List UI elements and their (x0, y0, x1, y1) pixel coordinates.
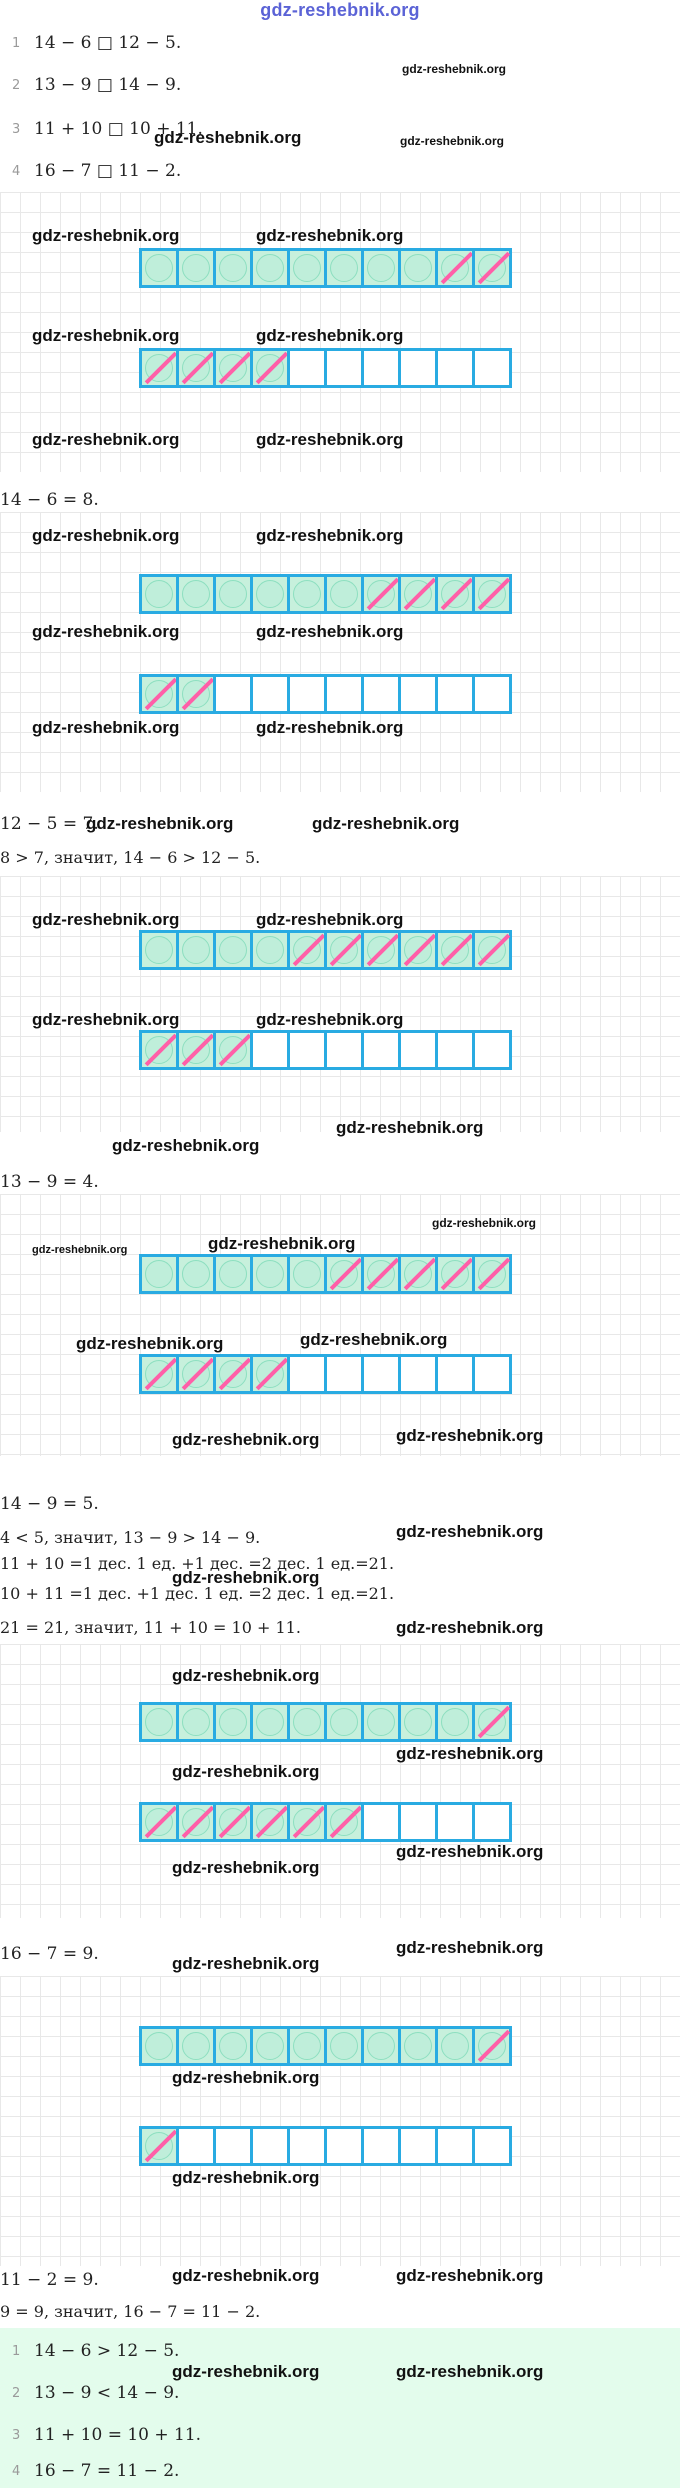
strip-cell (213, 930, 253, 970)
watermark: gdz-reshebnik.org (32, 718, 180, 737)
task-number: 3 (12, 122, 21, 137)
watermark: gdz-reshebnik.org (172, 2362, 320, 2381)
strip-cell (398, 348, 438, 388)
strip-cell (398, 248, 438, 288)
counter-strip (139, 1802, 509, 1842)
strip-cell (176, 930, 216, 970)
counter-circle (219, 580, 247, 608)
task-text: 14 − 6 □ 12 − 5. (34, 33, 182, 53)
strip-cell (324, 2126, 364, 2166)
strip-cell (472, 930, 512, 970)
strip-cell (287, 674, 327, 714)
counter-circle (441, 2032, 469, 2060)
strip-cell (139, 1254, 179, 1294)
watermark: gdz-reshebnik.org (172, 1568, 320, 1587)
counter-circle (404, 254, 432, 282)
strip-cell (361, 348, 401, 388)
strip-cell (435, 1354, 475, 1394)
solution-line: 8 > 7, значит, 14 − 6 > 12 − 5. (0, 848, 261, 867)
strip-cell (398, 1802, 438, 1842)
strip-cell (287, 2126, 327, 2166)
counter-circle (256, 2032, 284, 2060)
strip-cell (139, 1030, 179, 1070)
strip-cell (139, 930, 179, 970)
answer-text: 11 + 10 = 10 + 11. (34, 2425, 202, 2445)
strip-cell (139, 674, 179, 714)
strip-cell (139, 1354, 179, 1394)
counter-circle (441, 1708, 469, 1736)
watermark: gdz-reshebnik.org (172, 2168, 320, 2187)
strip-cell (435, 2126, 475, 2166)
counter-circle (367, 2032, 395, 2060)
counter-circle (182, 254, 210, 282)
strip-cell (361, 930, 401, 970)
strip-cell (398, 2126, 438, 2166)
watermark: gdz-reshebnik.org (76, 1334, 224, 1353)
watermark: gdz-reshebnik.org (256, 622, 404, 641)
counter-circle (219, 1260, 247, 1288)
strip-cell (472, 1030, 512, 1070)
strip-cell (472, 1354, 512, 1394)
counter-circle (293, 254, 321, 282)
counter-circle (367, 254, 395, 282)
watermark: gdz-reshebnik.org (396, 1938, 544, 1957)
counter-strip (139, 348, 509, 388)
strip-cell (361, 1254, 401, 1294)
strip-cell (472, 1702, 512, 1742)
counter-circle (404, 1708, 432, 1736)
answer-number: 4 (12, 2464, 21, 2479)
grid-area (0, 512, 680, 792)
strip-cell (287, 1354, 327, 1394)
watermark: gdz-reshebnik.org (336, 1118, 484, 1137)
watermark: gdz-reshebnik.org (172, 1430, 320, 1449)
solution-line: 14 − 6 = 8. (0, 490, 99, 510)
strip-cell (250, 1354, 290, 1394)
watermark: gdz-reshebnik.org (172, 1954, 320, 1973)
strip-cell (213, 1702, 253, 1742)
watermark: gdz-reshebnik.org (300, 1330, 448, 1349)
counter-circle (256, 1708, 284, 1736)
strip-cell (250, 1802, 290, 1842)
answer-number: 2 (12, 2386, 21, 2401)
task-number: 2 (12, 78, 21, 93)
strip-cell (361, 674, 401, 714)
strip-cell (435, 930, 475, 970)
strip-cell (398, 1254, 438, 1294)
watermark: gdz-reshebnik.org (256, 326, 404, 345)
watermark: gdz-reshebnik.org (154, 128, 302, 147)
watermark: gdz-reshebnik.org (396, 2266, 544, 2285)
strip-cell (361, 2126, 401, 2166)
solution-line: 4 < 5, значит, 13 − 9 > 14 − 9. (0, 1528, 261, 1547)
strip-cell (324, 1702, 364, 1742)
strip-cell (176, 1354, 216, 1394)
strip-cell (250, 1254, 290, 1294)
counter-circle (219, 936, 247, 964)
strip-cell (139, 348, 179, 388)
watermark: gdz-reshebnik.org (32, 526, 180, 545)
watermark: gdz-reshebnik.org (396, 1426, 544, 1445)
strip-cell (398, 2026, 438, 2066)
watermark: gdz-reshebnik.org (396, 2362, 544, 2381)
counter-circle (145, 580, 173, 608)
strip-cell (324, 1802, 364, 1842)
strip-cell (287, 574, 327, 614)
strip-cell (139, 574, 179, 614)
strip-cell (435, 1030, 475, 1070)
strip-cell (250, 1030, 290, 1070)
counter-strip (139, 1354, 509, 1394)
watermark: gdz-reshebnik.org (256, 910, 404, 929)
grid-area (0, 1976, 680, 2266)
strip-cell (213, 1802, 253, 1842)
counter-strip (139, 2026, 509, 2066)
strip-cell (435, 1702, 475, 1742)
watermark: gdz-reshebnik.org (256, 718, 404, 737)
strip-cell (324, 2026, 364, 2066)
strip-cell (398, 930, 438, 970)
strip-cell (176, 674, 216, 714)
strip-cell (435, 248, 475, 288)
strip-cell (213, 2126, 253, 2166)
strip-cell (361, 1354, 401, 1394)
strip-cell (287, 1702, 327, 1742)
strip-cell (435, 348, 475, 388)
answer-text: 14 − 6 > 12 − 5. (34, 2341, 180, 2361)
counter-circle (330, 1708, 358, 1736)
strip-cell (361, 1702, 401, 1742)
strip-cell (435, 1802, 475, 1842)
strip-cell (250, 1702, 290, 1742)
watermark: gdz-reshebnik.org (172, 2266, 320, 2285)
counter-strip (139, 574, 509, 614)
watermark: gdz-reshebnik.org (32, 1244, 128, 1256)
strip-cell (324, 574, 364, 614)
strip-cell (361, 1030, 401, 1070)
counter-strip (139, 1254, 509, 1294)
strip-cell (435, 674, 475, 714)
counter-circle (219, 254, 247, 282)
strip-cell (250, 674, 290, 714)
watermark: gdz-reshebnik.org (172, 1858, 320, 1877)
task-item (0, 66, 680, 106)
counter-circle (330, 2032, 358, 2060)
watermark: gdz-reshebnik.org (402, 62, 507, 76)
counter-circle (293, 580, 321, 608)
counter-circle (330, 254, 358, 282)
strip-cell (139, 1702, 179, 1742)
watermark: gdz-reshebnik.org (256, 1010, 404, 1029)
strip-cell (435, 574, 475, 614)
watermark: gdz-reshebnik.org (400, 134, 505, 148)
task-text: 16 − 7 □ 11 − 2. (34, 161, 182, 181)
watermark: gdz-reshebnik.org (432, 1216, 537, 1230)
watermark: gdz-reshebnik.org (256, 226, 404, 245)
strip-cell (324, 930, 364, 970)
task-item (0, 24, 680, 64)
answer-item (0, 2332, 680, 2372)
grid-area (0, 1644, 680, 1918)
counter-strip (139, 1030, 509, 1070)
strip-cell (435, 2026, 475, 2066)
counter-circle (182, 1260, 210, 1288)
counter-strip (139, 1702, 509, 1742)
strip-cell (287, 248, 327, 288)
strip-cell (176, 248, 216, 288)
strip-cell (250, 574, 290, 614)
answer-item (0, 2374, 680, 2414)
watermark: gdz-reshebnik.org (172, 1762, 320, 1781)
counter-strip (139, 930, 509, 970)
counter-circle (256, 1260, 284, 1288)
task-number: 4 (12, 164, 21, 179)
strip-cell (398, 674, 438, 714)
strip-cell (472, 2026, 512, 2066)
strip-cell (213, 248, 253, 288)
watermark: gdz-reshebnik.org (112, 1136, 260, 1155)
task-text: 13 − 9 □ 14 − 9. (34, 75, 182, 95)
strip-cell (176, 2026, 216, 2066)
solution-line: 14 − 9 = 5. (0, 1494, 99, 1514)
strip-cell (287, 1030, 327, 1070)
strip-cell (287, 930, 327, 970)
watermark: gdz-reshebnik.org (32, 430, 180, 449)
strip-cell (361, 1802, 401, 1842)
strip-cell (250, 348, 290, 388)
strip-cell (250, 2126, 290, 2166)
counter-circle (293, 2032, 321, 2060)
strip-cell (324, 1354, 364, 1394)
solution-line: 12 − 5 = 7. (0, 814, 99, 834)
watermark: gdz-reshebnik.org (86, 814, 234, 833)
strip-cell (213, 674, 253, 714)
strip-cell (472, 1802, 512, 1842)
strip-cell (213, 348, 253, 388)
strip-cell (139, 2126, 179, 2166)
strip-cell (472, 674, 512, 714)
solution-line: 21 = 21, значит, 11 + 10 = 10 + 11. (0, 1618, 301, 1637)
answer-number: 1 (12, 2344, 21, 2359)
counter-circle (145, 254, 173, 282)
counter-circle (182, 936, 210, 964)
answer-text: 16 − 7 = 11 − 2. (34, 2461, 180, 2481)
strip-cell (213, 574, 253, 614)
strip-cell (139, 1802, 179, 1842)
counter-circle (367, 1708, 395, 1736)
answer-box (0, 2328, 680, 2488)
counter-circle (182, 2032, 210, 2060)
answer-text: 13 − 9 < 14 − 9. (34, 2383, 180, 2403)
watermark: gdz-reshebnik.org (396, 1522, 544, 1541)
counter-circle (219, 1708, 247, 1736)
strip-cell (324, 348, 364, 388)
watermark: gdz-reshebnik.org (396, 1618, 544, 1637)
counter-strip (139, 2126, 509, 2166)
strip-cell (176, 574, 216, 614)
watermark: gdz-reshebnik.org (172, 2068, 320, 2087)
watermark: gdz-reshebnik.org (396, 1842, 544, 1861)
watermark: gdz-reshebnik.org (32, 622, 180, 641)
strip-cell (398, 574, 438, 614)
strip-cell (250, 248, 290, 288)
counter-circle (182, 580, 210, 608)
counter-circle (256, 254, 284, 282)
strip-cell (472, 248, 512, 288)
strip-cell (324, 674, 364, 714)
strip-cell (213, 1254, 253, 1294)
counter-strip (139, 248, 509, 288)
counter-circle (330, 580, 358, 608)
strip-cell (324, 1254, 364, 1294)
watermark: gdz-reshebnik.org (396, 1744, 544, 1763)
watermark: gdz-reshebnik.org (256, 430, 404, 449)
strip-cell (139, 2026, 179, 2066)
strip-cell (287, 348, 327, 388)
watermark: gdz-reshebnik.org (32, 326, 180, 345)
strip-cell (176, 1030, 216, 1070)
strip-cell (361, 248, 401, 288)
watermark: gdz-reshebnik.org (32, 226, 180, 245)
strip-cell (472, 2126, 512, 2166)
task-item (0, 152, 680, 192)
solution-line: 16 − 7 = 9. (0, 1944, 99, 1964)
answer-item (0, 2416, 680, 2456)
solution-line: 13 − 9 = 4. (0, 1172, 99, 1192)
strip-cell (176, 2126, 216, 2166)
strip-cell (398, 1354, 438, 1394)
strip-cell (472, 574, 512, 614)
answer-item (0, 2452, 680, 2488)
strip-cell (287, 1254, 327, 1294)
strip-cell (435, 1254, 475, 1294)
task-text: 11 + 10 □ 10 + 11. (34, 119, 203, 139)
strip-cell (139, 248, 179, 288)
solution-line: 9 = 9, значит, 16 − 7 = 11 − 2. (0, 2302, 261, 2321)
strip-cell (472, 1254, 512, 1294)
watermark: gdz-reshebnik.org (32, 910, 180, 929)
strip-cell (213, 1354, 253, 1394)
strip-cell (250, 930, 290, 970)
counter-circle (256, 580, 284, 608)
counter-circle (293, 1708, 321, 1736)
strip-cell (324, 1030, 364, 1070)
watermark: gdz-reshebnik.org (172, 1666, 320, 1685)
strip-cell (472, 348, 512, 388)
solution-line: 11 − 2 = 9. (0, 2270, 99, 2290)
strip-cell (324, 248, 364, 288)
site-watermark-header: gdz-reshebnik.org (260, 0, 420, 20)
strip-cell (176, 1254, 216, 1294)
solution-line: 10 + 11 =1 дес. +1 дес. 1 ед. =2 дес. 1 ед.=21. (0, 1584, 395, 1603)
watermark: gdz-reshebnik.org (256, 526, 404, 545)
watermark: gdz-reshebnik.org (312, 814, 460, 833)
strip-cell (213, 1030, 253, 1070)
strip-cell (287, 1802, 327, 1842)
counter-circle (219, 2032, 247, 2060)
counter-circle (293, 1260, 321, 1288)
strip-cell (361, 2026, 401, 2066)
strip-cell (287, 2026, 327, 2066)
strip-cell (213, 2026, 253, 2066)
strip-cell (176, 1802, 216, 1842)
counter-circle (145, 1708, 173, 1736)
strip-cell (398, 1702, 438, 1742)
strip-cell (361, 574, 401, 614)
strip-cell (176, 1702, 216, 1742)
watermark: gdz-reshebnik.org (32, 1010, 180, 1029)
counter-strip (139, 674, 509, 714)
watermark: gdz-reshebnik.org (208, 1234, 356, 1253)
strip-cell (398, 1030, 438, 1070)
task-item (0, 110, 680, 150)
task-number: 1 (12, 36, 21, 51)
counter-circle (182, 1708, 210, 1736)
counter-circle (404, 2032, 432, 2060)
counter-circle (145, 1260, 173, 1288)
counter-circle (145, 936, 173, 964)
counter-circle (256, 936, 284, 964)
strip-cell (176, 348, 216, 388)
strip-cell (250, 2026, 290, 2066)
solution-line: 11 + 10 =1 дес. 1 ед. +1 дес. =2 дес. 1 ед.=21. (0, 1554, 395, 1573)
answer-number: 3 (12, 2428, 21, 2443)
counter-circle (145, 2032, 173, 2060)
